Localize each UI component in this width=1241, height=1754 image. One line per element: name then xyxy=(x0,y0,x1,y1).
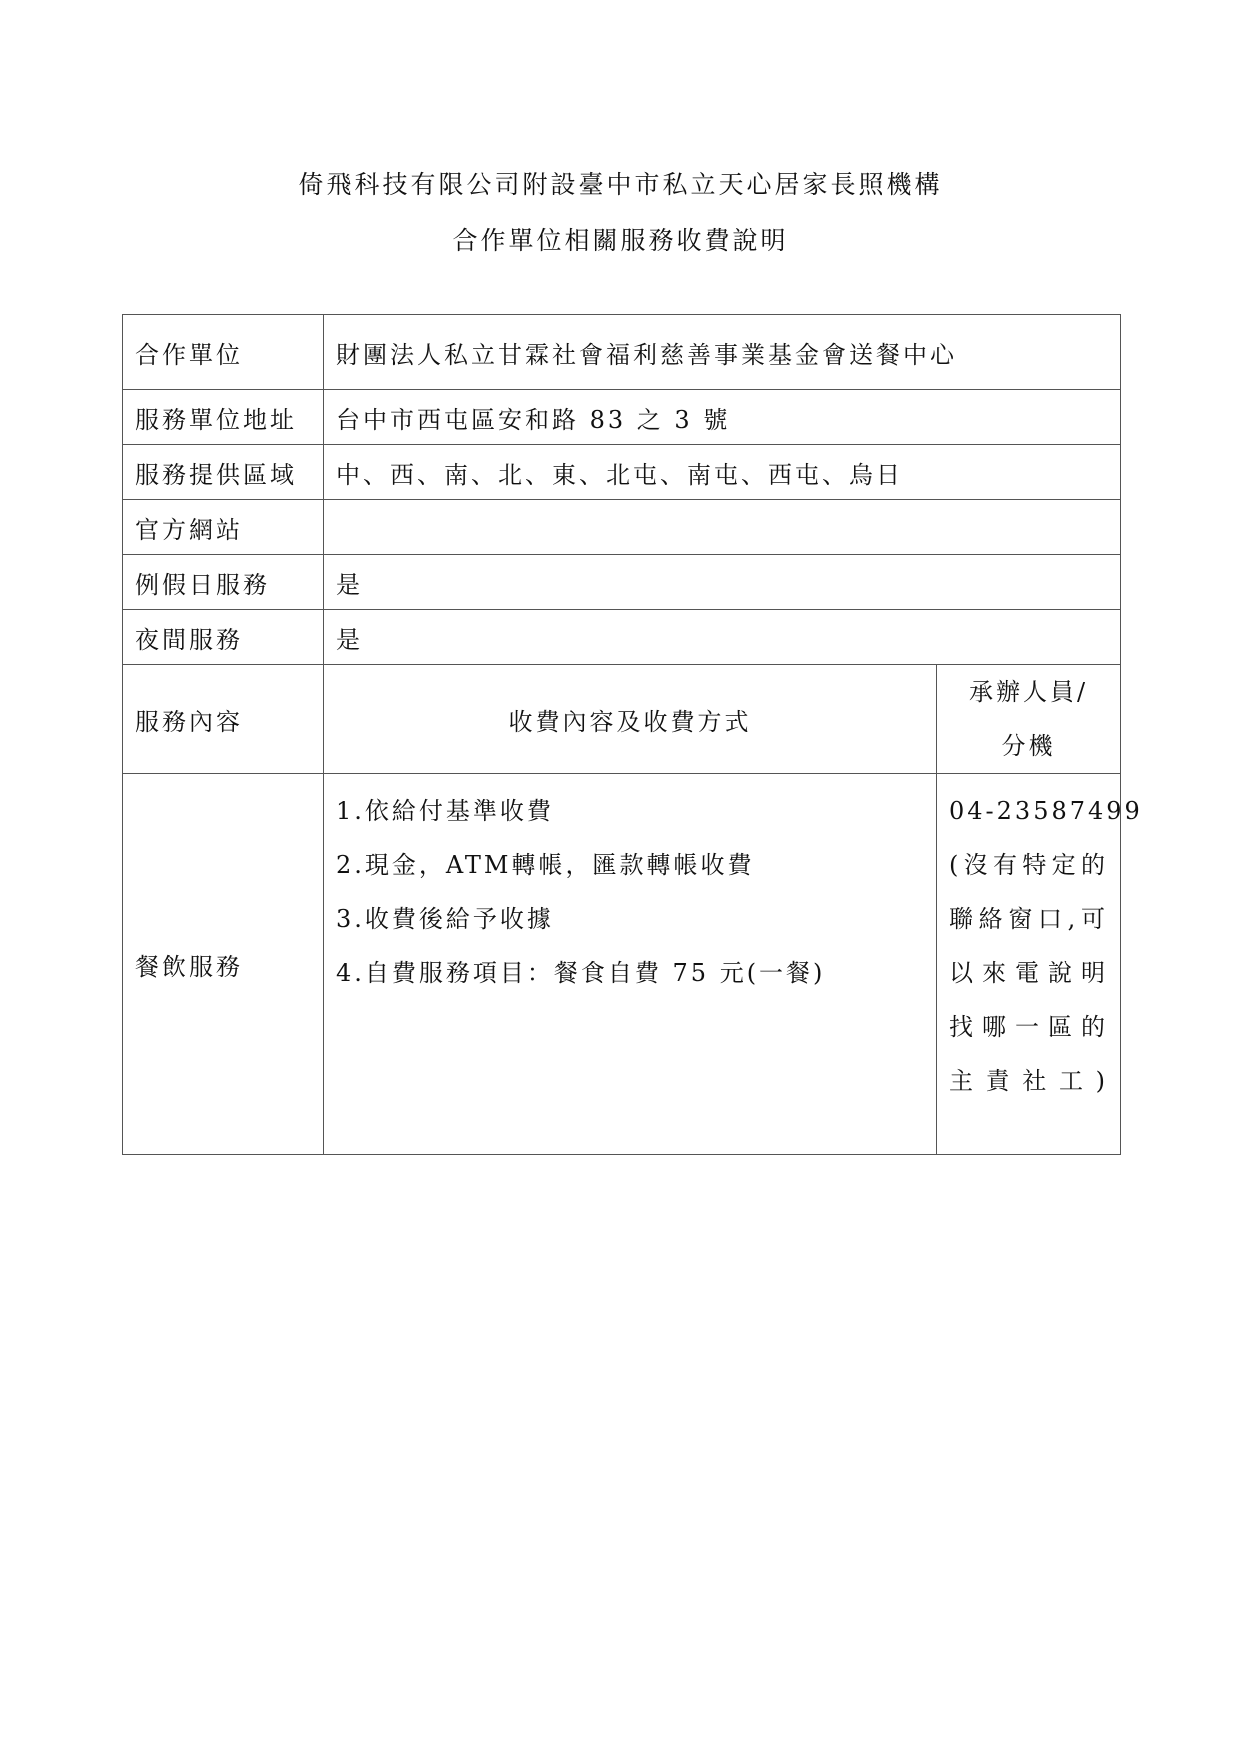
contact-note-line: 聯絡窗口,可 xyxy=(949,905,1108,933)
table-row-address xyxy=(123,390,1121,445)
row-label-holiday-service: 例假日服務 xyxy=(123,555,324,610)
fee-item: 1.依給付基準收費 xyxy=(336,797,554,825)
row-value-night-service: 是 xyxy=(324,610,1121,665)
row-label-partner: 合作單位 xyxy=(123,315,324,390)
meal-fee-content xyxy=(324,774,937,1155)
contact-note-line: 找哪一區的 xyxy=(949,1013,1108,1041)
row-label-night-service: 夜間服務 xyxy=(123,610,324,665)
meal-service-label: 餐飲服務 xyxy=(123,774,324,1155)
header-contact-line1: 承辦人員/ xyxy=(968,678,1089,706)
table-row-meal-service xyxy=(123,774,1121,1155)
header-service-content: 服務內容 xyxy=(123,665,324,774)
fee-item: 3.收費後給予收據 xyxy=(336,905,554,933)
row-label-website: 官方網站 xyxy=(123,500,324,555)
row-label-address: 服務單位地址 xyxy=(123,390,324,445)
document-title: 倚飛科技有限公司附設臺中市私立天心居家長照機構 xyxy=(298,170,943,199)
table-row-service-area xyxy=(123,445,1121,500)
table-row-partner xyxy=(123,315,1121,390)
meal-contact xyxy=(937,774,1143,1155)
contact-note-line: 以來電說明 xyxy=(949,959,1108,987)
row-value-partner: 財團法人私立甘霖社會福利慈善事業基金會送餐中心 xyxy=(324,315,1121,390)
row-value-website xyxy=(324,500,1121,555)
header-contact-line2: 分機 xyxy=(1001,732,1056,760)
header-contact xyxy=(937,665,1121,774)
contact-phone: 04-23587499 xyxy=(949,797,1143,825)
document-subtitle: 合作單位相關服務收費說明 xyxy=(452,226,789,255)
table-header-row xyxy=(123,665,1121,774)
row-label-service-area: 服務提供區域 xyxy=(123,445,324,500)
row-value-address: 台中市西屯區安和路 83 之 3 號 xyxy=(324,390,1121,445)
service-info-table xyxy=(122,314,1143,1155)
contact-note-line: (沒有特定的 xyxy=(949,851,1108,879)
table-row-holiday-service xyxy=(123,555,1121,610)
fee-item: 4.自費服務項目：餐食自費 75 元(一餐) xyxy=(336,959,826,987)
header-fee-method: 收費內容及收費方式 xyxy=(324,665,937,774)
row-value-service-area: 中、西、南、北、東、北屯、南屯、西屯、烏日 xyxy=(324,445,1121,500)
row-value-holiday-service: 是 xyxy=(324,555,1121,610)
contact-note-line: 主責社工) xyxy=(949,1067,1108,1095)
table-row-website xyxy=(123,500,1121,555)
table-row-night-service xyxy=(123,610,1121,665)
fee-item: 2.現金，ATM轉帳，匯款轉帳收費 xyxy=(336,851,755,879)
